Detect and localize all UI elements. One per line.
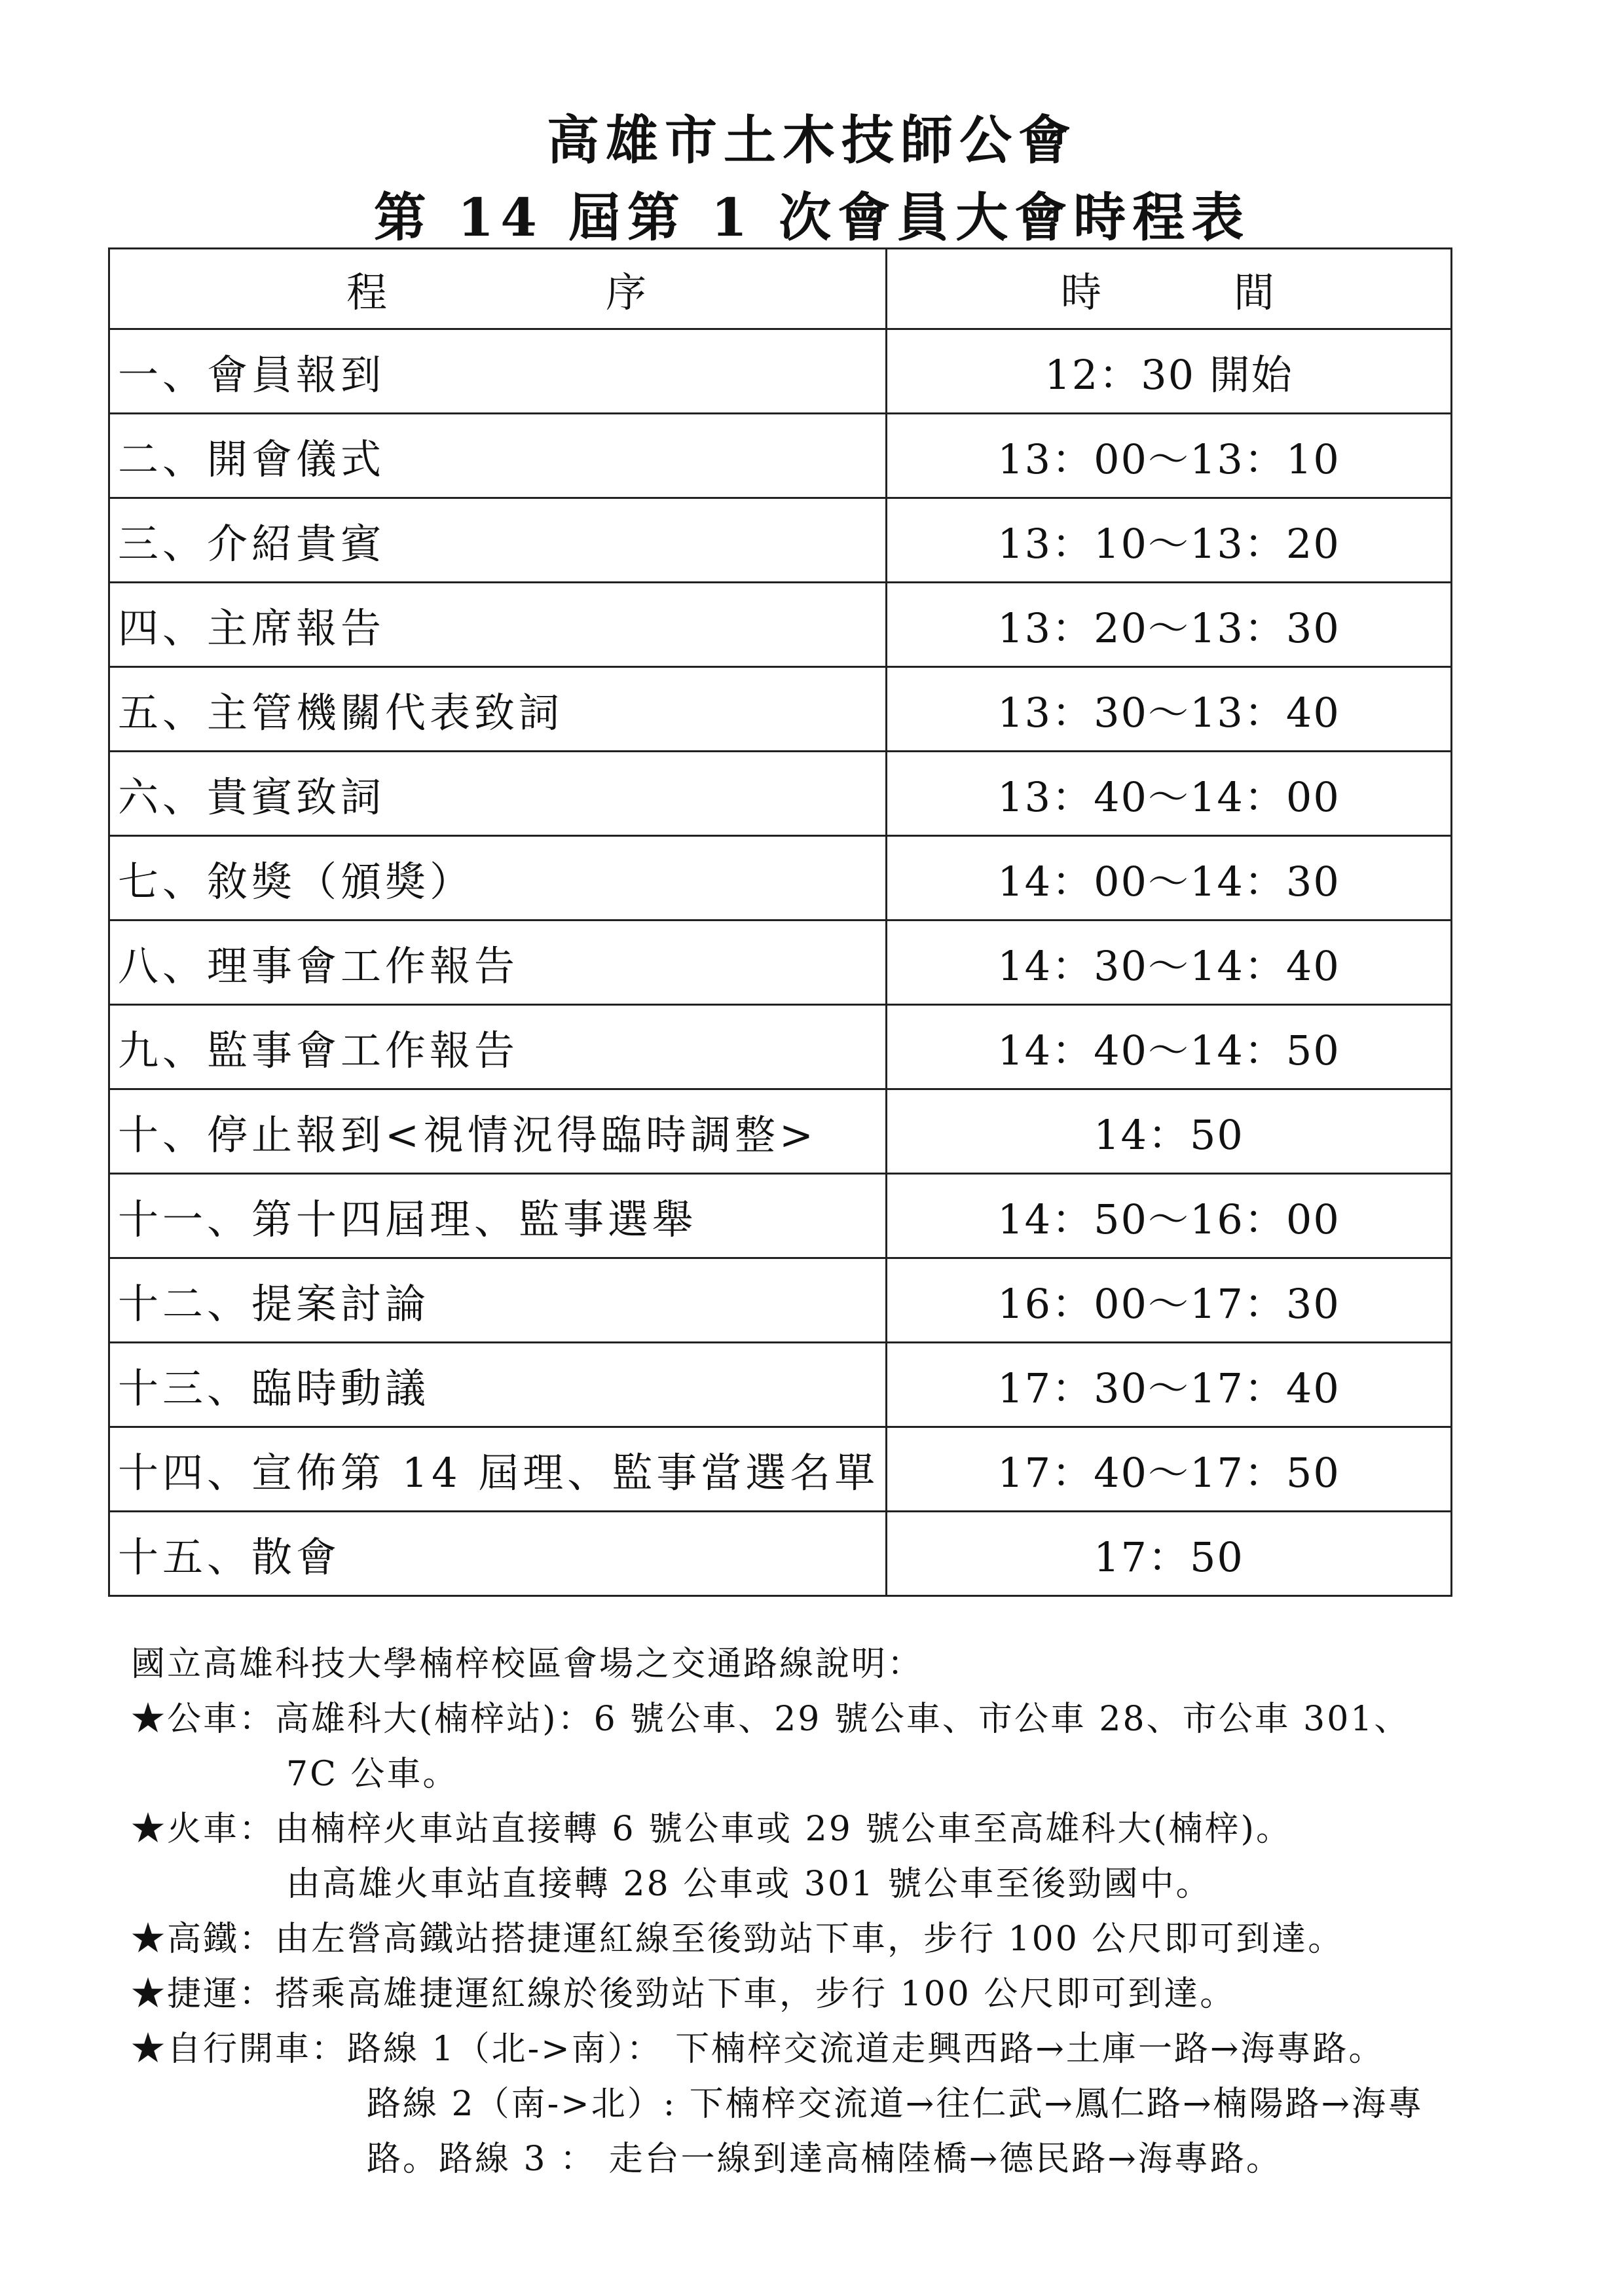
time-cell: 17：30～17：40	[887, 1343, 1452, 1427]
table-row	[109, 1174, 1452, 1258]
schedule-table	[108, 247, 1452, 1597]
train-line-2: 由高雄火車站直接轉 28 公車或 301 號公車至後勁國中。	[286, 1865, 1212, 1904]
program-cell: 十五、散會	[109, 1512, 887, 1596]
table-row	[109, 1512, 1452, 1596]
time-cell: 13：20～13：30	[887, 583, 1452, 667]
time-cell: 14：40～14：50	[887, 1005, 1452, 1089]
notes-heading: 國立高雄科技大學楠梓校區會場之交通路線說明：	[131, 1645, 924, 1684]
program-cell: 一、會員報到	[109, 329, 887, 414]
time-cell: 14：30～14：40	[887, 920, 1452, 1005]
hsr-line: ★高鐵：由左營高鐵站搭捷運紅線至後勁站下車，步行 100 公尺即可到達。	[131, 1920, 1344, 1959]
time-cell: 13：40～14：00	[887, 752, 1452, 836]
table-row	[109, 1343, 1452, 1427]
table-row	[109, 498, 1452, 583]
train-line-1: ★火車：由楠梓火車站直接轉 6 號公車或 29 號公車至高雄科大(楠梓)。	[131, 1810, 1292, 1849]
program-cell: 九、監事會工作報告	[109, 1005, 887, 1089]
drive-line-2: 路線 2（南->北）: 下楠梓交流道→往仁武→鳳仁路→楠陽路→海專	[367, 2085, 1424, 2124]
time-cell: 14：00～14：30	[887, 836, 1452, 920]
time-cell: 13：10～13：20	[887, 498, 1452, 583]
mrt-line: ★捷運：搭乘高雄捷運紅線於後勁站下車，步行 100 公尺即可到達。	[131, 1975, 1236, 2014]
program-cell: 十二、提案討論	[109, 1258, 887, 1343]
table-row	[109, 329, 1452, 414]
time-cell: 13：00～13：10	[887, 414, 1452, 498]
table-header-row	[109, 249, 1452, 329]
table-row	[109, 920, 1452, 1005]
transport-notes	[131, 1637, 1506, 2187]
time-cell: 16：00～17：30	[887, 1258, 1452, 1343]
time-cell: 14：50～16：00	[887, 1174, 1452, 1258]
table-row	[109, 1089, 1452, 1174]
table-row	[109, 1258, 1452, 1343]
program-cell: 五、主管機關代表致詞	[109, 667, 887, 752]
time-cell: 17：40～17：50	[887, 1427, 1452, 1512]
table-row	[109, 414, 1452, 498]
program-cell: 七、敘獎（頒獎）	[109, 836, 887, 920]
document-title: 高雄市土木技師公會	[547, 109, 1077, 171]
time-cell: 14：50	[887, 1089, 1452, 1174]
table-row	[109, 752, 1452, 836]
table-row	[109, 1005, 1452, 1089]
time-cell: 12：30 開始	[887, 329, 1452, 414]
bus-line-1: ★公車：高雄科大(楠梓站)：6 號公車、29 號公車、市公車 28、市公車 301、	[131, 1700, 1411, 1739]
document-subtitle: 第 14 屆第 1 次會員大會時程表	[373, 187, 1251, 248]
program-cell: 十三、臨時動議	[109, 1343, 887, 1427]
program-cell: 六、貴賓致詞	[109, 752, 887, 836]
time-cell: 17：50	[887, 1512, 1452, 1596]
time-cell: 13：30～13：40	[887, 667, 1452, 752]
table-row	[109, 836, 1452, 920]
program-cell: 十、停止報到<視情況得臨時調整>	[109, 1089, 887, 1174]
program-cell: 十一、第十四屆理、監事選舉	[109, 1174, 887, 1258]
bus-line-2: 7C 公車。	[286, 1755, 459, 1794]
program-cell: 三、介紹貴賓	[109, 498, 887, 583]
drive-line-1: ★自行開車：路線 1（北->南）： 下楠梓交流道走興西路→土庫一路→海專路。	[131, 2030, 1385, 2069]
table-row	[109, 583, 1452, 667]
program-cell: 十四、宣佈第 14 屆理、監事當選名單	[109, 1427, 887, 1512]
header-time: 時 間	[887, 249, 1452, 329]
program-cell: 二、開會儀式	[109, 414, 887, 498]
program-cell: 四、主席報告	[109, 583, 887, 667]
header-program: 程 序	[109, 249, 887, 329]
drive-line-3: 路。路線 3 ： 走台一線到達高楠陸橋→德民路→海專路。	[367, 2140, 1282, 2179]
program-cell: 八、理事會工作報告	[109, 920, 887, 1005]
table-row	[109, 1427, 1452, 1512]
table-row	[109, 667, 1452, 752]
